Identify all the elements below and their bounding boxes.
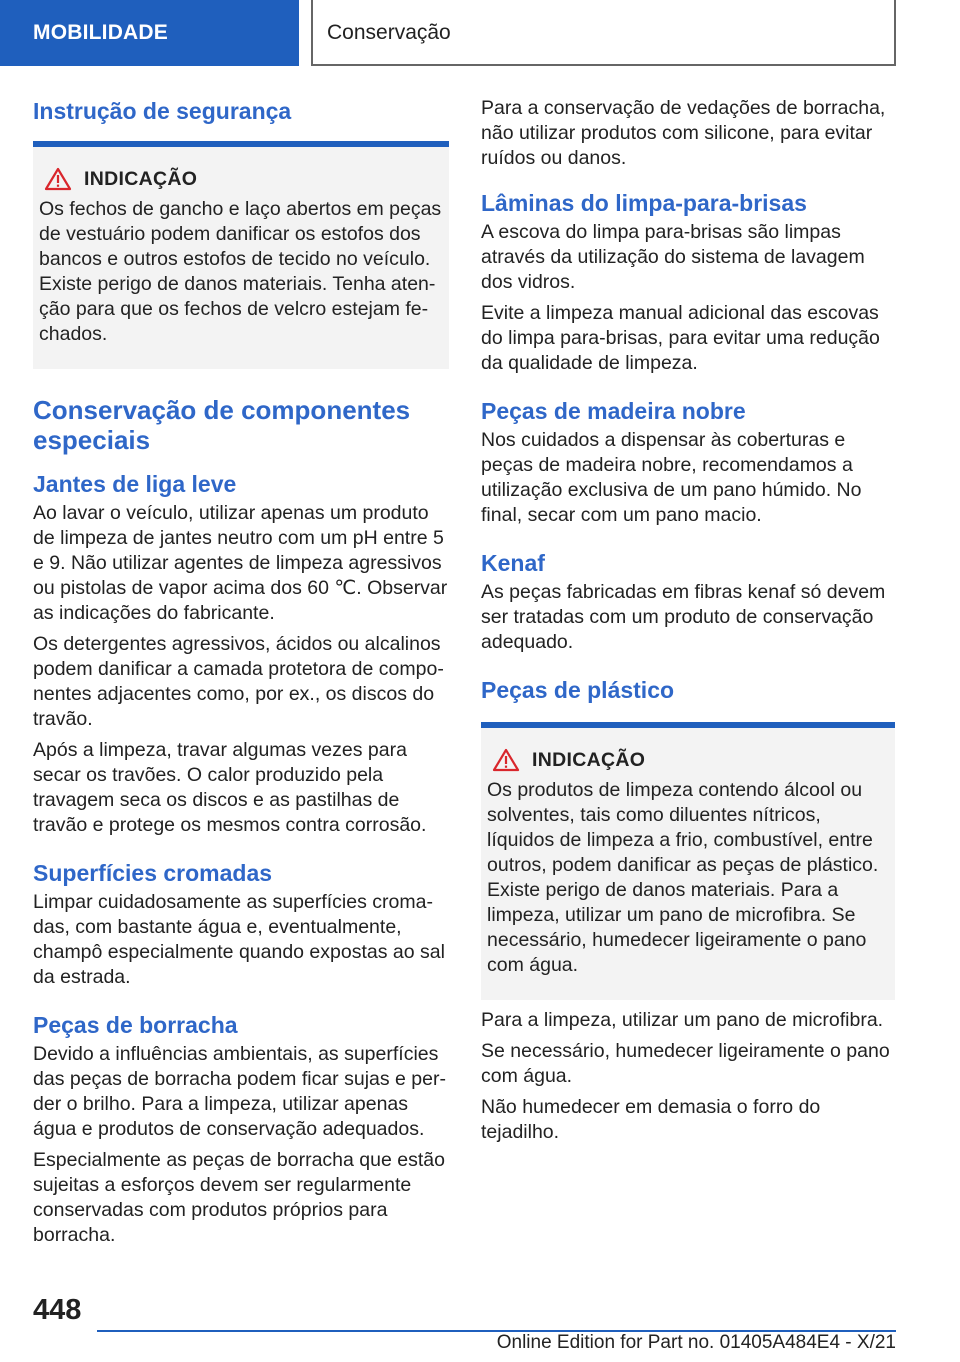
header-section-label: MOBILIDADE (0, 0, 299, 66)
plastic-notice-header (487, 748, 889, 772)
main-heading: Conservação de componentes especiais (33, 395, 411, 455)
chrome-heading: Superfícies cromadas (33, 860, 273, 886)
header-chapter-label: Conservação (311, 0, 896, 66)
plastic-notice-box (481, 722, 895, 1000)
alloy-paragraph-1: Ao lavar o veículo, utilizar apenas um produto de limpeza de jantes neutro com um pH entre 5 e 9. Não utilizar agentes de limpeza agressivos ou pistolas de vapor acima dos 60 ℃. Observar as indicações do fabricante. (33, 502, 448, 624)
warning-triangle-icon (492, 748, 520, 772)
kenaf-heading: Kenaf (481, 550, 545, 576)
alloy-heading: Jantes de liga leve (33, 471, 237, 497)
footer-edition-text: Online Edition for Part no. 01405A484E4 - X/21 (496, 1332, 896, 1353)
page-number: 448 (33, 1294, 82, 1326)
kenaf-paragraph-1: As peças fabricadas em fibras kenaf só devem ser tratadas com um produto de conservação adequado. (481, 581, 886, 653)
wiper-paragraph-1: A escova do limpa para-brisas são limpas através da utilização do sistema de lavagem dos vidros. (481, 221, 865, 293)
rubber-paragraph-1: Devido a influências ambientais, as superfícies das peças de borracha podem ficar sujas e perder o brilho. Para a limpeza, utilizar apenas água e produtos de conservação adequados. (33, 1043, 446, 1140)
wiper-heading: Lâminas do limpa-para-brisas (481, 190, 807, 216)
notice-title: INDICAÇÃO (84, 167, 198, 190)
alloy-paragraph-3: Após a limpeza, travar algumas vezes para secar os travões. O calor produzido pela travagem seca os discos e as pastilhas de travão e protege os mesmos contra corrosão. (33, 739, 427, 836)
plastic-heading: Peças de plástico (481, 677, 675, 703)
notice-header (39, 167, 443, 191)
rubber-paragraph-2: Especialmente as peças de borracha que estão sujeitas a esforços devem ser regularmente conservadas com produtos próprios para borracha. (33, 1149, 445, 1246)
right-column (481, 96, 895, 1145)
rubber-heading: Peças de borracha (33, 1012, 238, 1038)
wood-paragraph-1: Nos cuidados a dispensar às coberturas e peças de madeira nobre, recomendamos a utilização exclusiva de um pano húmido. No final, secar com um pano macio. (481, 429, 862, 526)
wiper-paragraph-2: Evite a limpeza manual adicional das escovas do limpa para-brisas, para evitar uma redução da qualidade de limpeza. (481, 302, 880, 374)
plastic-notice-title: INDICAÇÃO (532, 748, 646, 771)
plastic-notice-text: Os produtos de limpeza contendo álcool ou solventes, tais como diluentes nítricos, líquidos de limpeza a frio, combustível, entre outros, podem danificar as peças de plástico. Existe perigo de danos materiais. Para a limpeza, utilizar um pano de microfibra. Se necessário, humedecer ligeiramente o pano com água. (487, 779, 879, 976)
warning-triangle-icon (44, 167, 72, 191)
rubber-continued-paragraph: Para a conservação de vedações de borracha, não utilizar produtos com silicone, para evitar ruídos ou danos. (481, 97, 886, 169)
safety-heading: Instrução de segurança (33, 98, 292, 124)
chrome-paragraph-1: Limpar cuidadosamente as superfícies cromadas, com bastante água e, eventualmente, champô especialmente quando expostas ao sal da estrada. (33, 891, 445, 988)
plastic-paragraph-2: Se necessário, humedecer ligeiramente o pano com água. (481, 1040, 890, 1087)
plastic-paragraph-1: Para a limpeza, utilizar um pano de microfibra. (481, 1009, 884, 1031)
left-column (33, 96, 449, 1248)
alloy-paragraph-2: Os detergentes agressivos, ácidos ou alcalinos podem danificar a camada protetora de componentes adjacentes como, por ex., os discos do travão. (33, 633, 444, 730)
notice-box (33, 141, 449, 369)
wood-heading: Peças de madeira nobre (481, 398, 746, 424)
plastic-paragraph-3: Não humedecer em demasia o forro do tejadilho. (481, 1096, 821, 1143)
notice-text: Os fechos de gancho e laço abertos em peças de vestuário podem danificar os estofos dos bancos e outros estofos de tecido no veículo. Existe perigo de danos materiais. Tenha atenção para que os fechos de velcro estejam fechados. (39, 198, 442, 345)
